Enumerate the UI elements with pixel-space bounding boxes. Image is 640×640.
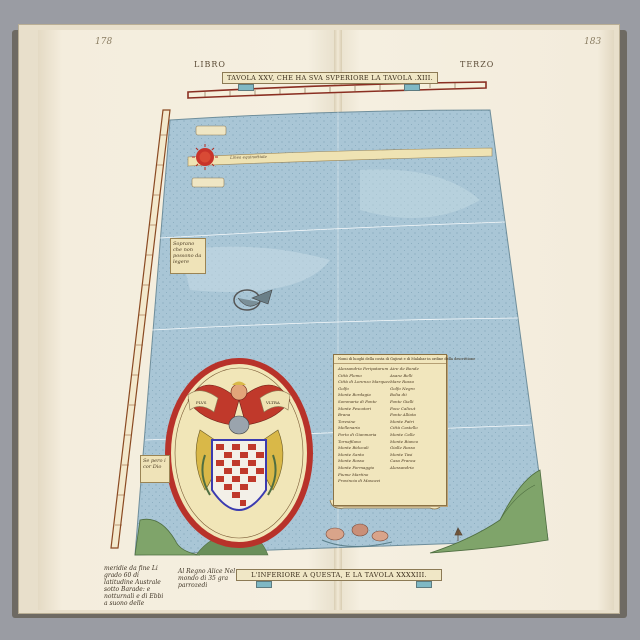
bottom-banner-end-left (256, 581, 272, 588)
legend-item: Alessandria Peripatarum (338, 366, 389, 371)
legend-item: Mare Rosso (390, 379, 415, 385)
legend-item: Mellenaria (338, 425, 360, 431)
legend-item: Foce Calicut (390, 405, 416, 411)
legend-item: Bolia dii (390, 392, 407, 398)
legend-item: Tornafilano (338, 438, 361, 444)
left-folio: 178 (95, 37, 113, 47)
map-title-banner: TAVOLA XXV, CHE HA SVA SVPERIORE LA TAVOLA .XIII. (222, 72, 438, 84)
header-terzo: TERZO (460, 60, 495, 69)
legend-title: Nomi di luoghi della costa di Gujirat e di Malabar in ordine della descrittione (334, 355, 446, 364)
legend-item: Monte Bordagia (338, 392, 371, 398)
side-note-box: Soprano che non possono da legere (170, 238, 206, 274)
legend-column-2 (390, 366, 442, 485)
legend-item: Aire de Bonde (390, 366, 419, 371)
legend-item: Provincia di Mascavi (338, 478, 381, 484)
legend-item: Brana (338, 412, 351, 418)
legend-item: Città di Lorenzo Marquez (338, 379, 391, 385)
right-folio: 183 (584, 37, 602, 47)
legend-column-1 (338, 366, 390, 485)
banner-end-left (238, 84, 254, 91)
motto-left: PLVS (196, 400, 207, 405)
legend-item: Monte Rosso (338, 458, 365, 464)
bottom-banner-end-right (416, 581, 432, 588)
legend-item: Monte Tasi (390, 451, 413, 457)
legend-item: Fonte Gialli (390, 398, 414, 404)
legend-item: Monte Pescatori (338, 405, 372, 411)
legend-item: Monte Bianco (390, 438, 419, 444)
legend-item: Monte Calle (390, 431, 415, 437)
motto-right: VLTRA (266, 400, 280, 405)
banner-end-right (404, 84, 420, 91)
legend-item: Alessandria (390, 464, 414, 470)
legend-item: Fonte Alliata (390, 412, 416, 418)
legend-item: Gialle Rosso (390, 445, 416, 451)
legend-item: Golfo Negro (390, 385, 415, 391)
coat-of-arms-icon (168, 361, 310, 545)
bottom-middle-note: Al Regno Alice Nel mondo di 35 gra parrozedi (178, 568, 236, 589)
legend-item: Casa Franca (390, 458, 416, 464)
legend-item: Asanz Belli (390, 372, 413, 378)
place-name-legend (333, 354, 476, 506)
latitude-scale-top (188, 82, 486, 98)
legend-item: Città Castello (390, 425, 418, 431)
equator-label: Linea equinottiale (229, 153, 267, 160)
legend-item: Sommaria di Fonte (338, 398, 377, 404)
map-bottom-banner: L'INFERIORE A QUESTA, E LA TAVOLA XXXXIII. (236, 569, 442, 581)
header-libro: LIBRO (194, 60, 226, 69)
legend-item: Porto di Gianmaria (338, 431, 377, 437)
legend-item: Monte Bidocali (338, 445, 369, 451)
bottom-left-note: meridie da fine Li grado 60 di latitudine Australe sotto Barade: e notturnali e di Ebbi a suono delle (104, 565, 164, 607)
legend-item: Città Plomo (338, 372, 362, 378)
small-note-box: Se pero i cor Dio (140, 455, 170, 483)
legend-item: Monte Formaggio (338, 464, 375, 470)
legend-item: Fiume Martino (338, 471, 369, 477)
legend-item: Monte Patri (390, 418, 415, 424)
legend-item: Toresine (338, 418, 356, 424)
legend-item: Golfo (338, 385, 349, 391)
legend-item: Monte Santo (338, 451, 365, 457)
